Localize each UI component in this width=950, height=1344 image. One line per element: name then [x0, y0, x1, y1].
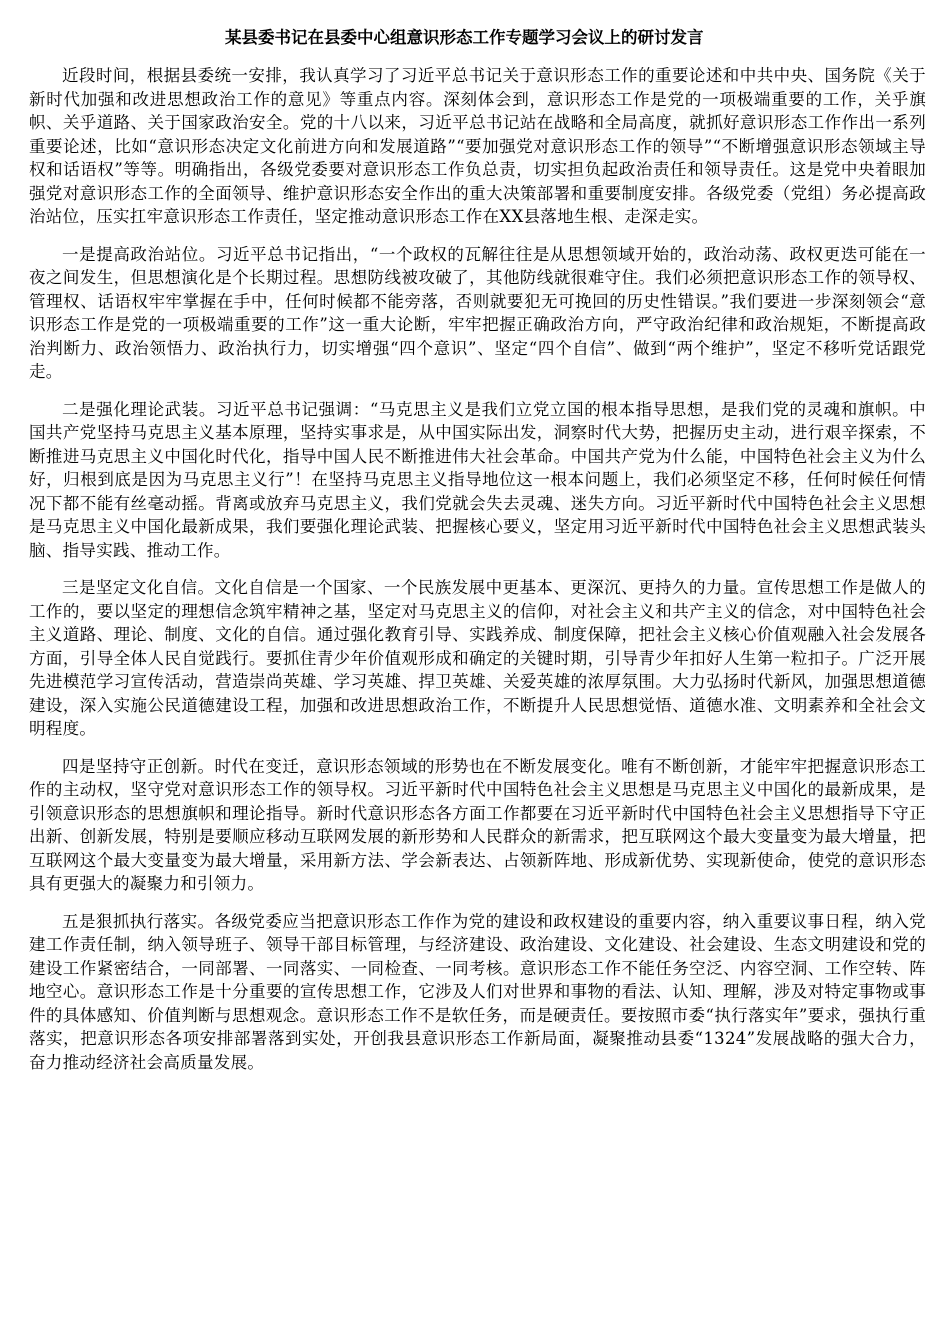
paragraph-theory-armament: 二是强化理论武装。习近平总书记强调：“马克思主义是我们立党立国的根本指导思想，是我们党的灵魂和旗帜。中国共产党坚持马克思主义基本原理，坚持实事求是，从中国实际出发，洞察时代大势，把握历史主动，进行艰辛探索，不断推进马克思主义中国化时代化，指导中国人民不断推进伟大社会革命。中国共产党为什么能，中国特色社会主义为什么好，归根到底是因为马克思主义行”！在坚持马克思主义指导地位这一根本问题上，我们必须坚定不移，任何时候任何情况下都不能有丝毫动摇。背离或放弃马克思主义，我们党就会失去灵魂、迷失方向。习近平新时代中国特色社会主义思想是马克思主义中国化最新成果，我们要强化理论武装、把握核心要义，坚定用习近平新时代中国特色社会主义思想武装头脑、指导实践、推动工作。: [29, 399, 926, 560]
document-title: 某县委书记在县委中心组意识形态工作专题学习会议上的研讨发言: [225, 28, 704, 47]
intro-paragraph: 近段时间，根据县委统一安排，我认真学习了习近平总书记关于意识形态工作的重要论述和中共中央、国务院《关于新时代加强和改进思想政治工作的意见》等重点内容。深刻体会到，意识形态工作是党的一项极端重要的工作，关乎旗帜、关乎道路、关于国家政治安全。党的十八以来，习近平总书记站在战略和全局高度，就抓好意识形态工作作出一系列重要论述，比如“意识形态决定文化前进方向和发展道路”“要加强党对意识形态工作的领导”“不断增强意识形态领域主导权和话语权”等等。明确指出，各级党委要对意识形态工作负总责，切实担负起政治责任和领导责任。这是党中央着眼加强党对意识形态工作的全面领导、维护意识形态安全作出的重大决策部署和重要制度安排。各级党委（党组）务必提高政治站位，压实扛牢意识形态工作责任，坚定推动意识形态工作在XX县落地生根、走深走实。: [29, 66, 926, 226]
paragraph-implementation: 五是狠抓执行落实。各级党委应当把意识形态工作作为党的建设和政权建设的重要内容，纳入重要议事日程，纳入党建工作责任制，纳入领导班子、领导干部目标管理，与经济建设、政治建设、文化建设、社会建设、生态文明建设和党的建设工作紧密结合，一同部署、一同落实、一同检查、一同考核。意识形态工作不能任务空泛、内容空洞、工作空转、阵地空心。意识形态工作是十分重要的宣传思想工作，它涉及人们对世界和事物的看法、认知、理解，涉及对特定事物或事件的具体感知、价值判断与思想观念。意识形态工作不是软任务，而是硬责任。要按照市委“执行落实年”要求，强执行重落实，把意识形态各项安排部署落到实处，开创我县意识形态工作新局面，凝聚推动县委“1324”发展战略的强大合力，奋力推动经济社会高质量发展。: [29, 911, 926, 1072]
paragraph-innovation: 四是坚持守正创新。时代在变迁，意识形态领域的形势也在不断发展变化。唯有不断创新，才能牢牢把握意识形态工作的主动权，坚守党对意识形态工作的领导权。习近平新时代中国特色社会主义思想是马克思主义中国化的最新成果，是引领意识形态的思想旗帜和理论指导。新时代意识形态各方面工作都要在习近平新时代中国特色社会主义思想指导下守正出新、创新发展，特别是要顺应移动互联网发展的新形势和人民群众的新需求，把互联网这个最大变量变为最大增量，把互联网这个最大变量变为最大增量，采用新方法、学会新表达、占领新阵地、形成新优势、实现新使命，使党的意识形态具有更强大的凝聚力和引领力。: [29, 756, 926, 893]
document-page: [29, 26, 926, 1088]
paragraph-cultural-confidence: 三是坚定文化自信。文化自信是一个国家、一个民族发展中更基本、更深沉、更持久的力量。宣传思想工作是做人的工作的，要以坚定的理想信念筑牢精神之基，坚定对马克思主义的信仰，对社会主义和共产主义的信念，对中国特色社会主义道路、理论、制度、文化的自信。通过强化教育引导、实践养成、制度保障，把社会主义核心价值观融入社会发展各方面，引导全体人民自觉践行。要抓住青少年价值观形成和确定的关键时期，引导青少年扣好人生第一粒扣子。广泛开展先进模范学习宣传活动，营造崇尚英雄、学习英雄、捍卫英雄、关爱英雄的浓厚氛围。大力弘扬时代新风，加强思想道德建设，深入实施公民道德建设工程，加强和改进思想政治工作，不断提升人民思想觉悟、道德水准、文明素养和全社会文明程度。: [29, 578, 926, 738]
paragraph-political-stance: 一是提高政治站位。习近平总书记指出，“一个政权的瓦解往往是从思想领域开始的，政治动荡、政权更迭可能在一夜之间发生，但思想演化是个长期过程。思想防线被攻破了，其他防线就很难守住。我们必须把意识形态工作的领导权、管理权、话语权牢牢掌握在手中，任何时候都不能旁落，否则就要犯无可挽回的历史性错误。”我们要进一步深刻领会“意识形态工作是党的一项极端重要的工作”这一重大论断，牢牢把握正确政治方向，严守政治纪律和政治规矩，不断提高政治判断力、政治领悟力、政治执行力，切实增强“四个意识”、坚定“四个自信”、做到“两个维护”，坚定不移听党话跟党走。: [29, 244, 926, 381]
